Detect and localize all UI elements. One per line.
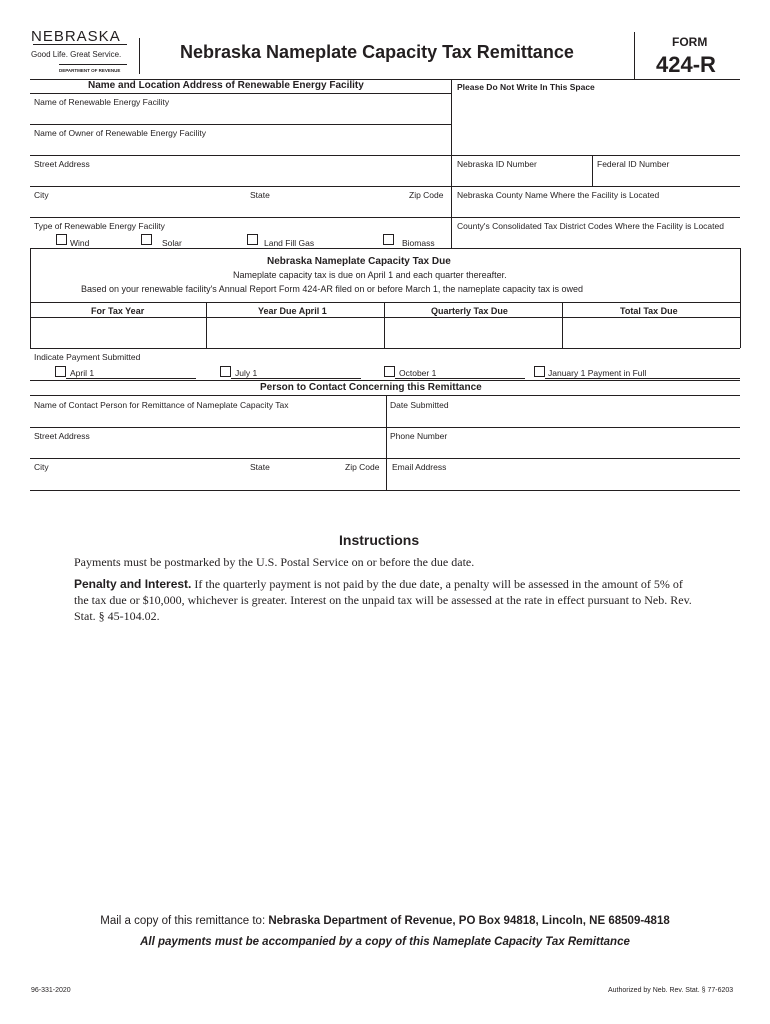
county-label: Nebraska County Name Where the Facility is Located (457, 190, 660, 200)
district-codes-field[interactable] (453, 231, 739, 247)
owner-name-label: Name of Owner of Renewable Energy Facility (34, 128, 206, 138)
type-biomass-label: Biomass (402, 238, 435, 248)
contact-state-label: State (250, 462, 270, 472)
col-quarterly-tax: Quarterly Tax Due (431, 306, 508, 316)
quarterly-tax-field[interactable] (385, 318, 561, 347)
year-due-field[interactable] (207, 318, 383, 347)
facility-city-label: City (34, 190, 49, 200)
owner-name-field[interactable] (31, 138, 449, 154)
phone-field[interactable] (388, 441, 739, 457)
district-codes-label: County's Consolidated Tax District Codes Where the Facility is Located (457, 221, 724, 231)
col-year-due: Year Due April 1 (258, 306, 327, 316)
mail-instruction (0, 915, 770, 927)
type-landfill-checkbox[interactable] (247, 234, 258, 245)
contact-zip-label: Zip Code (345, 462, 380, 472)
contact-section-title: Person to Contact Concerning this Remittance (260, 382, 482, 393)
payment-label: Indicate Payment Submitted (34, 352, 141, 362)
total-tax-field[interactable] (563, 318, 739, 347)
col-tax-year: For Tax Year (91, 306, 145, 316)
facility-city-field[interactable] (31, 200, 449, 216)
col-total-tax: Total Tax Due (620, 306, 678, 316)
phone-label: Phone Number (390, 431, 448, 441)
contact-city-label: City (34, 462, 49, 472)
contact-street-label: Street Address (34, 431, 90, 441)
payment-january-checkbox[interactable] (534, 366, 545, 377)
facility-type-label: Type of Renewable Energy Facility (34, 221, 165, 231)
date-submitted-field[interactable] (388, 410, 739, 426)
type-solar-checkbox[interactable] (141, 234, 152, 245)
ne-id-field[interactable] (453, 169, 590, 185)
facility-section-title: Name and Location Address of Renewable Energy Facility (88, 80, 364, 91)
type-wind-checkbox[interactable] (56, 234, 67, 245)
nebraska-logo (31, 28, 131, 78)
instructions-postmark: Payments must be postmarked by the U.S. Postal Service on or before the due date. (74, 555, 475, 569)
email-label: Email Address (392, 462, 447, 472)
type-landfill-label: Land Fill Gas (264, 238, 315, 248)
facility-street-field[interactable] (31, 169, 449, 185)
tax-due-title: Nebraska Nameplate Capacity Tax Due (267, 256, 451, 267)
fed-id-field[interactable] (594, 169, 739, 185)
tax-due-line1: Nameplate capacity tax is due on April 1 and each quarter thereafter. (233, 270, 507, 280)
type-solar-label: Solar (162, 238, 182, 248)
contact-city-field[interactable] (31, 472, 385, 489)
county-field[interactable] (453, 200, 739, 216)
form-label: FORM (672, 35, 708, 49)
instructions-penalty (74, 576, 699, 624)
payment-january-label: January 1 Payment in Full (548, 368, 647, 378)
penalty-heading: Penalty and Interest. (74, 577, 192, 591)
mail-address: Nebraska Department of Revenue, PO Box 94818, Lincoln, NE 68509-4818 (268, 915, 670, 927)
facility-name-field[interactable] (31, 107, 449, 123)
authorized-statute: Authorized by Neb. Rev. Stat. § 77-6203 (608, 987, 734, 994)
contact-street-field[interactable] (31, 441, 385, 457)
payment-october-checkbox[interactable] (384, 366, 395, 377)
page-title: Nebraska Nameplate Capacity Tax Remittance (180, 42, 574, 62)
logo-tagline: Good Life. Great Service. (31, 50, 122, 59)
no-write-notice: Please Do Not Write In This Space (457, 82, 595, 92)
all-payments-notice: All payments must be accompanied by a copy of this Nameplate Capacity Tax Remittance (140, 936, 630, 948)
date-submitted-label: Date Submitted (390, 400, 449, 410)
logo-wordmark: NEBRASKA (31, 28, 121, 45)
form-code: 96-331-2020 (31, 987, 71, 994)
tax-due-line2: Based on your renewable facility's Annual Report Form 424-AR filed on or before March 1, the nameplate capacity tax is owed (81, 284, 583, 294)
payment-october-label: October 1 (399, 368, 437, 378)
fed-id-label: Federal ID Number (597, 159, 670, 169)
mail-prefix: Mail a copy of this remittance to: (100, 915, 269, 927)
payment-july-checkbox[interactable] (220, 366, 231, 377)
tax-year-field[interactable] (31, 318, 205, 347)
facility-street-label: Street Address (34, 159, 90, 169)
penalty-text: If the quarterly payment is not paid by the due date, a penalty will be assessed in the amount of 5% of the tax due or $10,000, whichever is greater. Interest on the unpaid tax will be assessed at the rate in effect pursuant to Neb. Rev. Stat. § 45-104.02. (74, 577, 692, 623)
logo-department: DEPARTMENT OF REVENUE (59, 68, 121, 73)
contact-name-field[interactable] (31, 410, 385, 426)
payment-july-label: July 1 (235, 368, 258, 378)
payment-april-checkbox[interactable] (55, 366, 66, 377)
instructions-title: Instructions (339, 532, 420, 548)
facility-state-label: State (250, 190, 270, 200)
facility-zip-label: Zip Code (409, 190, 444, 200)
contact-name-label: Name of Contact Person for Remittance of Nameplate Capacity Tax (34, 400, 289, 410)
type-biomass-checkbox[interactable] (383, 234, 394, 245)
email-field[interactable] (388, 472, 739, 489)
ne-id-label: Nebraska ID Number (457, 159, 537, 169)
facility-name-label: Name of Renewable Energy Facility (34, 97, 170, 107)
form-number: 424-R (656, 52, 716, 77)
payment-april-label: April 1 (70, 368, 95, 378)
type-wind-label: Wind (70, 238, 90, 248)
